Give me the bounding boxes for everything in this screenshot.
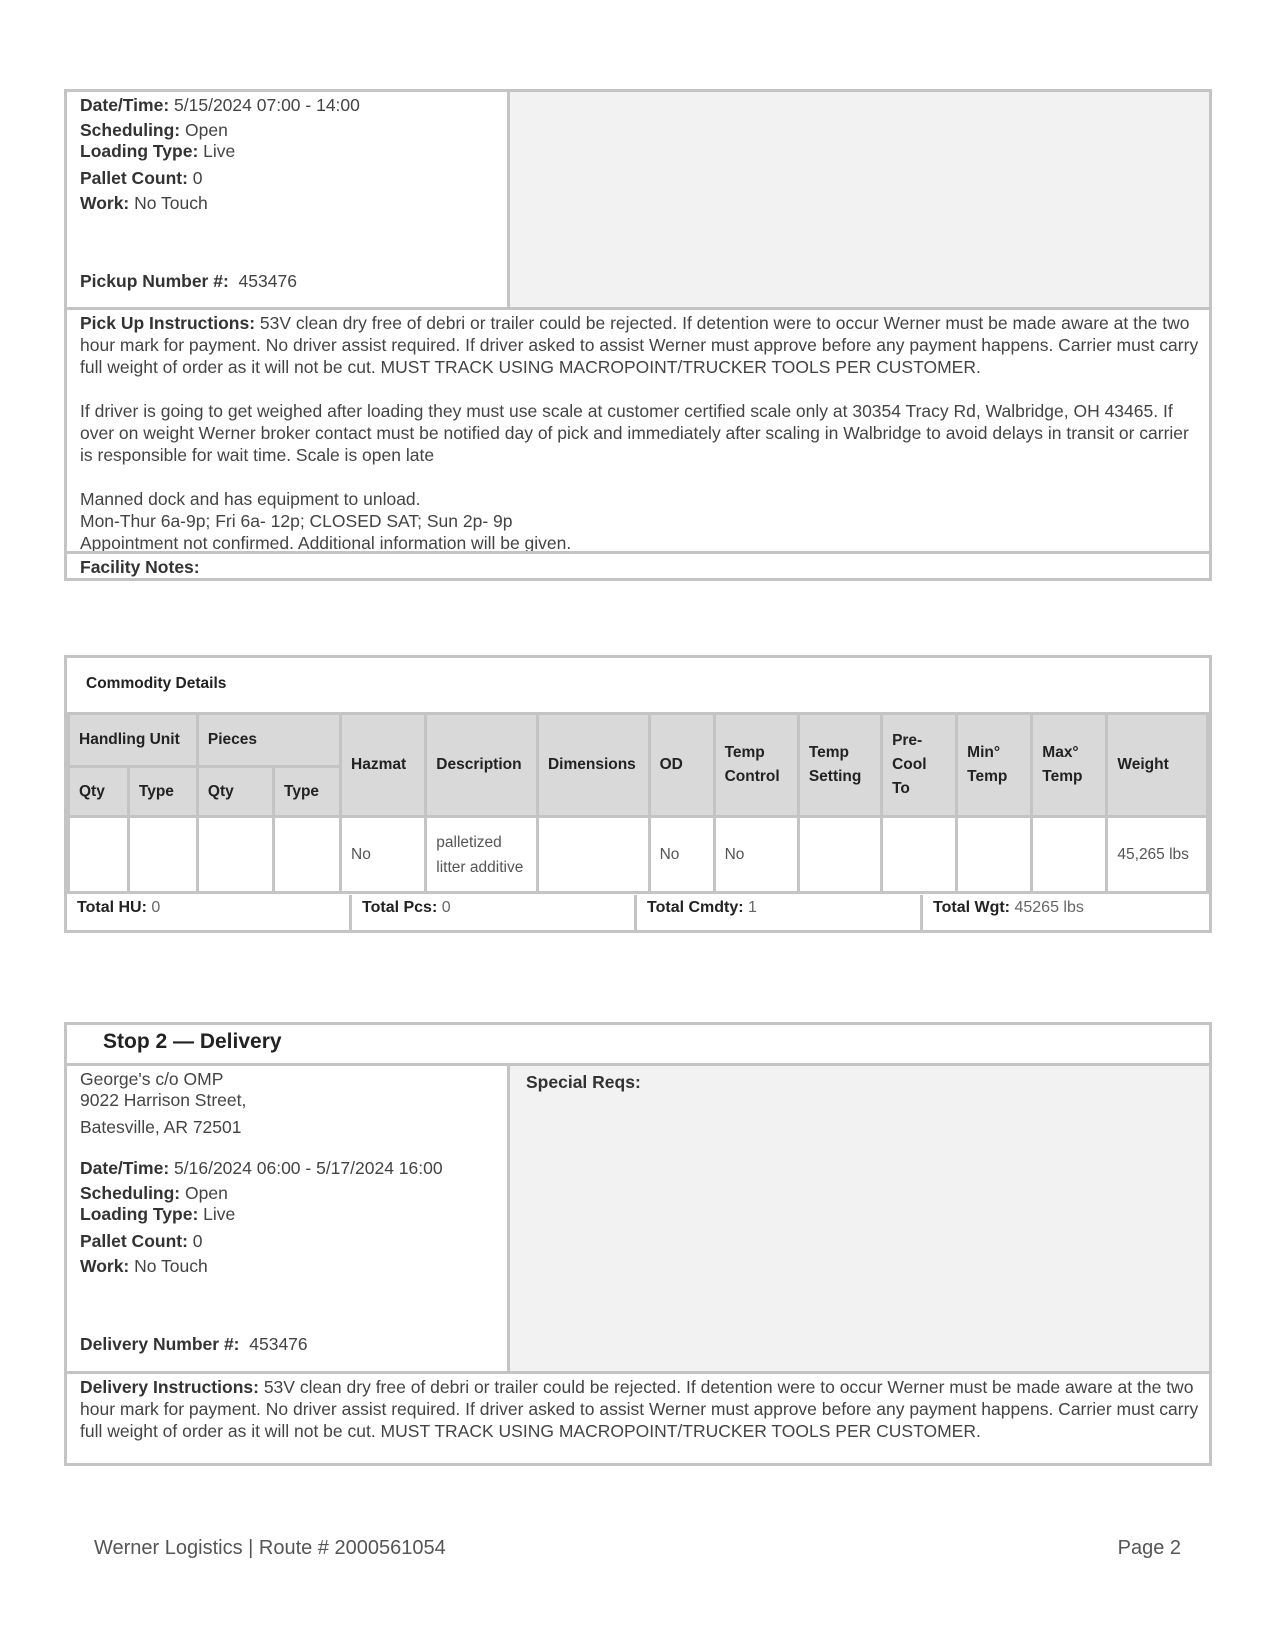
stop1-scheduling: Scheduling: Open (80, 120, 228, 140)
stop2-header: Stop 2 — Delivery (64, 1022, 1212, 1066)
cell-temp-setting (798, 817, 881, 893)
total-wgt: Total Wgt: 45265 lbs (933, 899, 1084, 916)
footer-page-number: Page 2 (1117, 1537, 1181, 1559)
header-od: OD (649, 714, 714, 817)
stop1-details-left (67, 92, 510, 307)
table-row (69, 817, 1208, 893)
commodity-totals (67, 895, 1209, 930)
stop2-loading-type: Loading Type: Live (80, 1204, 236, 1224)
header-max-temp: Max° Temp (1032, 714, 1107, 817)
stop2-instructions: Delivery Instructions: 53V clean dry free of debri or trailer could be rejected. If detention were to occur Werner must be made aware at the two hour mark for payment. No driver assist required. If driver asked to assist Werner must approve before any payment happens. Carrier must carry full weight of order as it will not be cut. MUST TRACK USING MACROPOINT/TRUCKER TOOLS PER CUSTOMER. (64, 1371, 1212, 1466)
stop1-work: Work: No Touch (80, 193, 208, 213)
stop2-work: Work: No Touch (80, 1256, 208, 1276)
stop1-loading-type: Loading Type: Live (80, 141, 236, 161)
header-precool: Pre-Cool To (882, 714, 957, 817)
cell-weight: 45,265 lbs (1107, 817, 1208, 893)
cell-max-temp (1032, 817, 1107, 893)
stop2-consignee-name: George's c/o OMP (80, 1069, 224, 1089)
stop2-street: 9022 Harrison Street, (80, 1090, 247, 1110)
cell-hazmat: No (341, 817, 426, 893)
cell-dimensions (537, 817, 649, 893)
stop2-details-box (64, 1063, 1212, 1374)
cell-pieces-type (274, 817, 341, 893)
header-pieces: Pieces (197, 714, 340, 767)
footer-route: Werner Logistics | Route # 2000561054 (94, 1537, 446, 1559)
header-temp-setting: Temp Setting (798, 714, 881, 817)
stop2-special-reqs-panel (510, 1066, 1209, 1371)
cell-hu-qty (69, 817, 129, 893)
instructions-paragraph-1: Pick Up Instructions: 53V clean dry free of debri or trailer could be rejected. If detention were to occur Werner must be made aware at the two hour mark for payment. No driver assist required. If driver asked to assist Werner must approve before any payment happens. Carrier must carry full weight of order as it will not be cut. MUST TRACK USING MACROPOINT/TRUCKER TOOLS PER CUSTOMER. (80, 313, 1199, 377)
stop2-scheduling: Scheduling: Open (80, 1183, 228, 1203)
header-pieces-qty: Qty (197, 767, 273, 817)
stop1-details-box (64, 89, 1212, 310)
instructions-paragraph-3-line-1: Manned dock and has equipment to unload. (80, 489, 421, 509)
stop2-delivery-number: Delivery Number #: 453476 (80, 1334, 308, 1354)
stop1-pickup-number: Pickup Number #: 453476 (80, 271, 297, 291)
stop1-notes-panel (510, 92, 1209, 307)
header-weight: Weight (1107, 714, 1208, 817)
cell-min-temp (957, 817, 1032, 893)
header-pieces-type: Type (274, 767, 341, 817)
special-reqs-label: Special Reqs: (526, 1072, 641, 1092)
stop1-datetime: Date/Time: 5/15/2024 07:00 - 14:00 (80, 95, 360, 115)
header-temp-control: Temp Control (714, 714, 798, 817)
stop2-city: Batesville, AR 72501 (80, 1117, 242, 1137)
commodity-title: Commodity Details (86, 675, 227, 692)
cell-description: palletized litter additive (426, 817, 538, 893)
total-cmdty: Total Cmdty: 1 (637, 895, 923, 930)
commodity-table (67, 712, 1209, 894)
instructions-paragraph-3-line-3: Appointment not confirmed. Additional information will be given. (80, 533, 572, 553)
total-pcs: Total Pcs: 0 (352, 895, 637, 930)
stop2-details-left (67, 1066, 510, 1371)
cell-temp-control: No (714, 817, 798, 893)
header-dimensions: Dimensions (537, 714, 649, 817)
instructions-paragraph-3-line-2: Mon-Thur 6a-9p; Fri 6a- 12p; CLOSED SAT; Sun 2p- 9p (80, 511, 513, 531)
header-hazmat: Hazmat (341, 714, 426, 817)
header-description: Description (426, 714, 538, 817)
cell-pieces-qty (197, 817, 273, 893)
facility-notes: Facility Notes: (64, 551, 1212, 581)
cell-precool (882, 817, 957, 893)
header-hu-type: Type (128, 767, 197, 817)
instructions-paragraph-2: If driver is going to get weighed after loading they must use scale at customer certified scale only at 30354 Tracy Rd, Walbridge, OH 43465. If over on weight Werner broker contact must be notified day of pick and immediately after scaling in Walbridge to avoid delays in transit or carrier is responsible for wait time. Scale is open late (80, 401, 1189, 465)
stop2-datetime: Date/Time: 5/16/2024 06:00 - 5/17/2024 16:00 (80, 1158, 443, 1178)
stop2-pallet-count: Pallet Count: 0 (80, 1231, 203, 1251)
stop1-instructions (64, 307, 1212, 554)
commodity-details (64, 655, 1212, 933)
cell-od: No (649, 817, 714, 893)
header-handling-unit: Handling Unit (69, 714, 198, 767)
total-hu: Total HU: 0 (67, 895, 352, 930)
header-hu-qty: Qty (69, 767, 129, 817)
cell-hu-type (128, 817, 197, 893)
header-min-temp: Min° Temp (957, 714, 1032, 817)
stop1-pallet-count: Pallet Count: 0 (80, 168, 203, 188)
